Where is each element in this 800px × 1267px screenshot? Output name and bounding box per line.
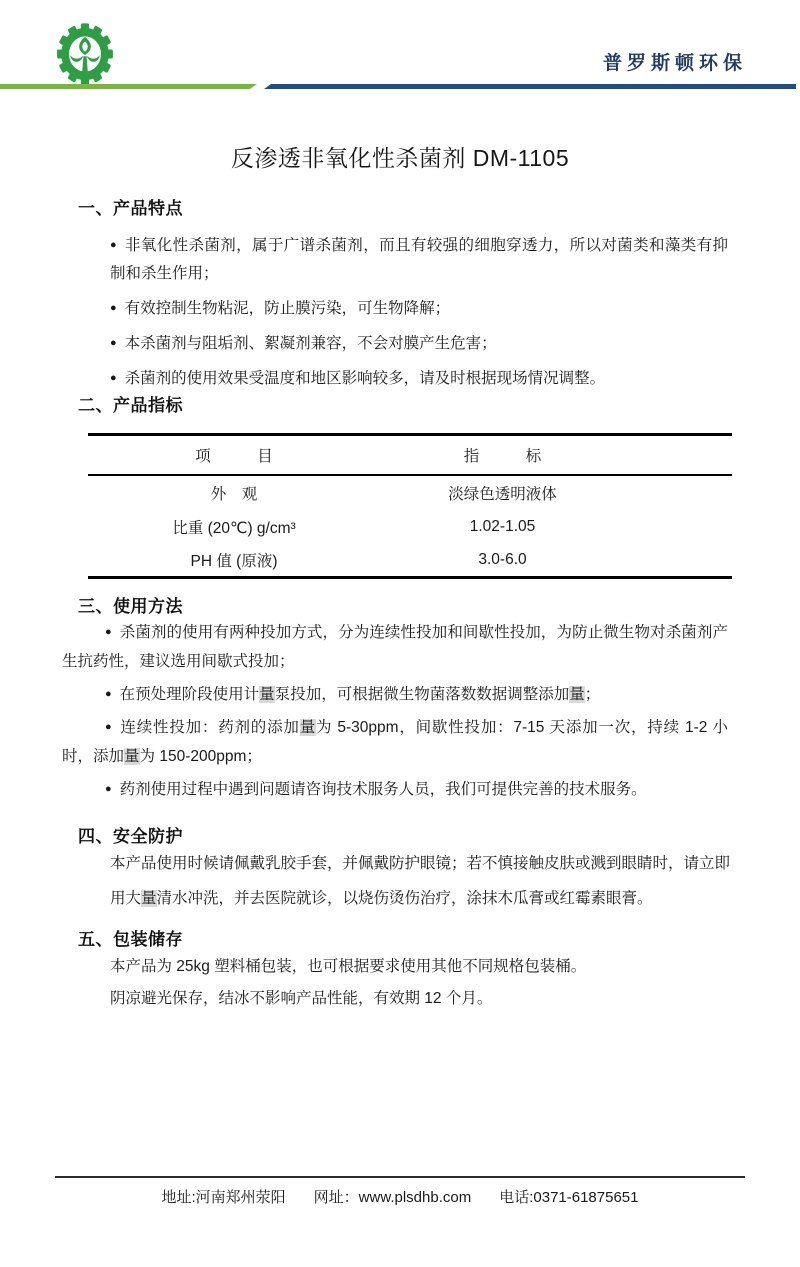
list-item xyxy=(110,329,728,358)
list-item xyxy=(62,713,728,771)
bullet-icon: ● xyxy=(110,302,117,314)
storage-text xyxy=(0,952,800,1016)
section-heading-usage: 三、使用方法 xyxy=(78,597,183,616)
list-item-text: 在预处理阶段使用计量泵投加，可根据微生物菌落数数据调整添加量； xyxy=(119,686,601,703)
section-heading-features: 一、产品特点 xyxy=(78,199,183,218)
section-heading-storage: 五、包装储存 xyxy=(78,930,183,949)
page-title: 反渗透非氧化性杀菌剂 DM-1105 xyxy=(230,145,570,171)
header-rule-blue xyxy=(264,84,796,89)
table-cell: 淡绿色透明液体 xyxy=(448,486,557,503)
bullet-icon: ● xyxy=(110,337,117,349)
paragraph: 本产品使用时候请佩戴乳胶手套，并佩戴防护眼镜；若不慎接触皮肤或溅到眼睛时，请立即用大量清水冲洗，并去医院就诊，以烧伤烫伤治疗，涂抹木瓜膏或红霉素眼膏。 xyxy=(110,855,731,907)
bullet-icon: ● xyxy=(105,626,112,638)
footer-website: 网址：www.plsdhb.com xyxy=(313,1189,472,1206)
list-item-text: 杀菌剂的使用效果受温度和地区影响较多，请及时根据现场情况调整。 xyxy=(124,370,606,387)
section-heading-specs: 二、产品指标 xyxy=(78,396,183,415)
section-heading-safety: 四、安全防护 xyxy=(78,827,183,846)
list-item-text: 药剂使用过程中遇到问题请咨询技术服务人员，我们可提供完善的技术服务。 xyxy=(119,781,647,798)
company-name: 普罗斯顿环保 xyxy=(602,53,747,74)
table-row xyxy=(88,510,732,543)
bullet-icon: ● xyxy=(105,783,112,795)
list-item-text: 连续性投加：药剂的添加量为 5-30ppm，间歇性投加：7-15 天添加一次，持续 1-2 小时，添加量为 150-200ppm； xyxy=(62,719,728,765)
list-item xyxy=(62,618,728,676)
column-header: 项 目 xyxy=(195,448,273,465)
list-item xyxy=(110,231,728,288)
footer-rule xyxy=(55,1176,745,1178)
table-cell: PH 值 (原液) xyxy=(190,552,278,570)
logo-gear-sprout-icon xyxy=(54,20,116,88)
list-item xyxy=(62,680,728,709)
header-rule-green xyxy=(0,84,257,89)
list-item-text: 有效控制生物粘泥，防止膜污染，可生物降解； xyxy=(124,300,451,317)
footer-phone: 电话:0371-61875651 xyxy=(499,1189,639,1206)
bullet-icon: ● xyxy=(110,372,117,384)
table-header-row xyxy=(88,436,732,476)
features-list xyxy=(0,231,800,399)
table-cell: 外 观 xyxy=(210,486,258,503)
bullet-icon: ● xyxy=(110,239,118,251)
table-cell: 1.02-1.05 xyxy=(469,517,536,535)
column-header: 指 标 xyxy=(463,448,542,465)
table-row xyxy=(88,476,732,510)
list-item-text: 杀菌剂的使用有两种投加方式，分为连续性投加和间歇性投加，为防止微生物对杀菌剂产生抗药性，建议选用间歇式投加； xyxy=(62,624,728,670)
paragraph: 阴凉避光保存，结冰不影响产品性能，有效期 12 个月。 xyxy=(110,990,493,1007)
footer xyxy=(0,1186,800,1207)
column-header-spacer xyxy=(625,436,732,474)
list-item xyxy=(110,294,728,323)
bullet-icon: ● xyxy=(105,688,112,700)
list-item-text: 本杀菌剂与阻垢剂、絮凝剂兼容，不会对膜产生危害； xyxy=(124,335,497,352)
bullet-icon: ● xyxy=(105,721,113,733)
safety-text xyxy=(0,846,800,916)
list-item xyxy=(62,775,728,804)
table-cell: 3.0-6.0 xyxy=(478,550,527,568)
usage-list xyxy=(0,618,800,808)
paragraph: 本产品为 25kg 塑料桶包装，也可根据要求使用其他不同规格包装桶。 xyxy=(110,958,587,975)
footer-address: 地址:河南郑州荥阳 xyxy=(161,1189,286,1206)
spec-table xyxy=(88,433,732,579)
table-row xyxy=(88,543,732,576)
table-cell: 比重 (20℃) g/cm³ xyxy=(172,519,296,537)
list-item-text: 非氧化性杀菌剂，属于广谱杀菌剂，而且有较强的细胞穿透力，所以对菌类和藻类有抑制和杀生作用； xyxy=(110,237,728,282)
list-item xyxy=(110,364,728,393)
